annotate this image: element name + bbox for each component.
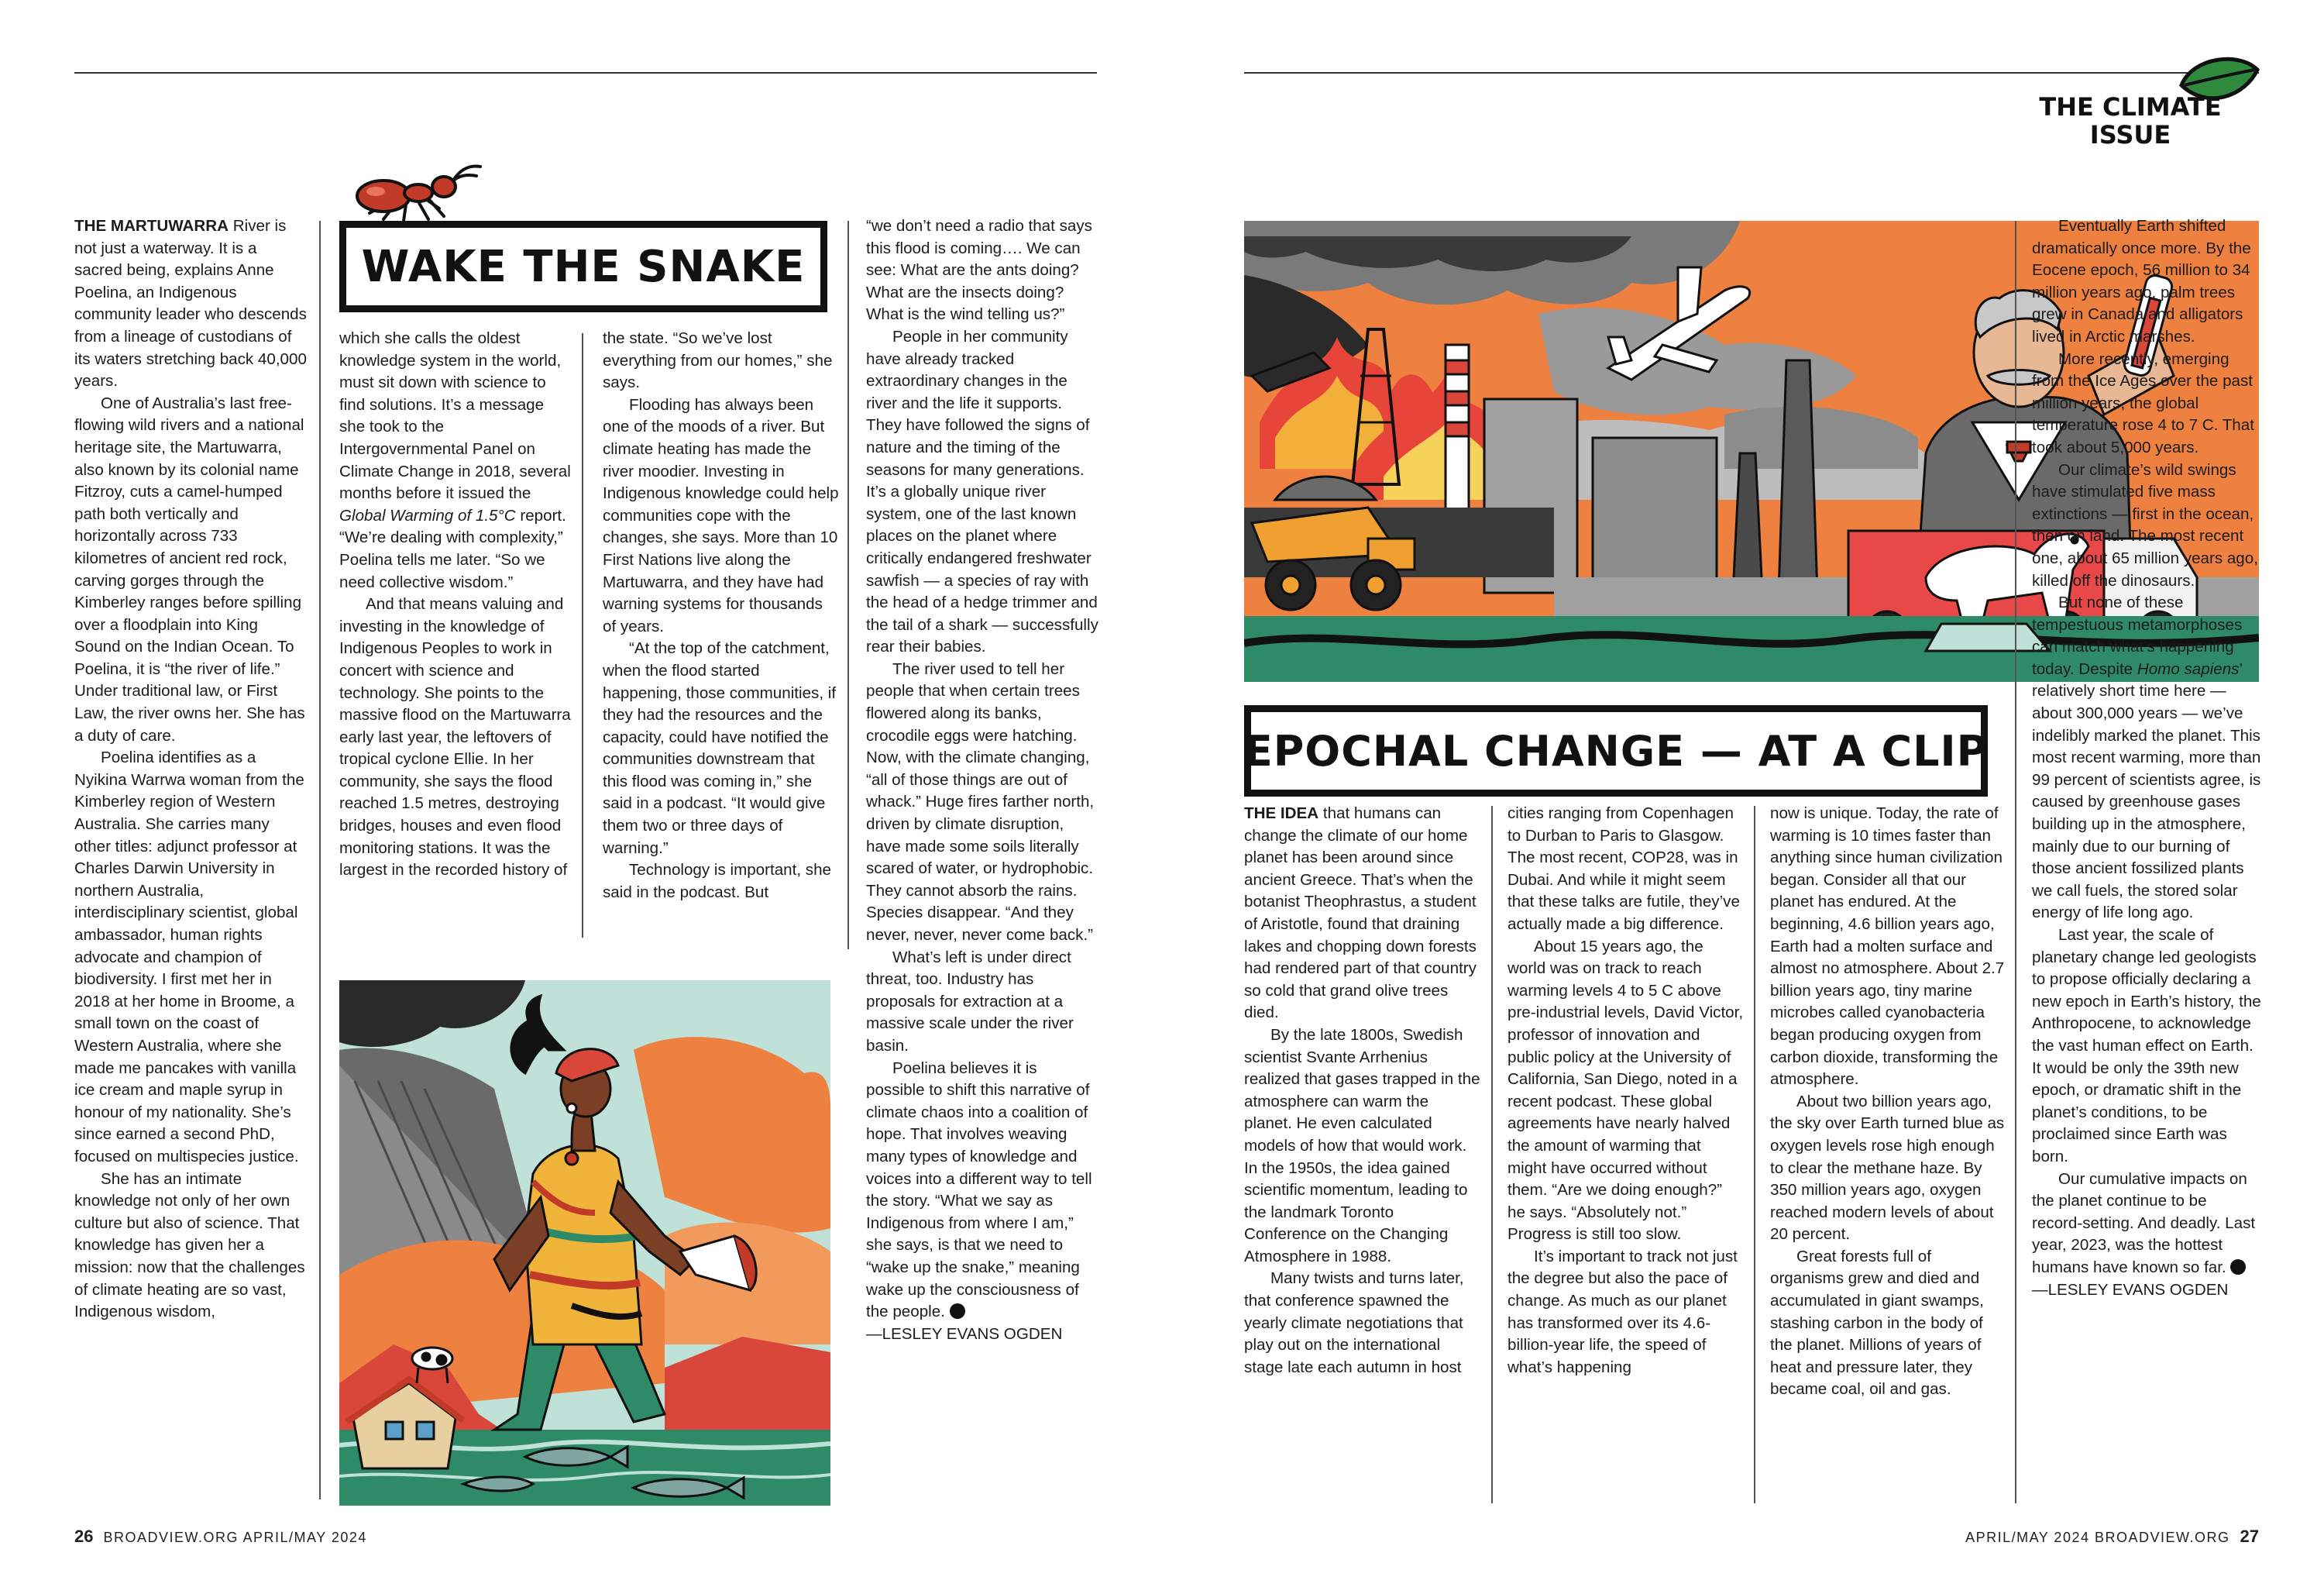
left-col-divider-1	[319, 221, 321, 1499]
right-col4-species: Homo sapiens	[2137, 659, 2240, 678]
left-col3-p1: the state. “So we’ve lost everything from our homes,” she says.	[603, 329, 833, 392]
right-col-divider-2	[1754, 806, 1755, 1503]
right-headline-box	[1244, 705, 1988, 797]
left-page-number: 26	[74, 1527, 94, 1546]
right-col4-p4a: But none of these tempestuous metamorphoses can match what’s happening today. Despite	[2032, 594, 2243, 678]
left-folio-text: BROADVIEW.ORG APRIL/MAY 2024	[103, 1530, 367, 1545]
left-col4-p3: The river used to tell her people that when certain trees flowered along its banks, crocodile eggs were hatching. Now, with the climate changing, “all of those things are out of whack.” Huge fires farther north, driven by climate disruption, have made some soils literally scared of water, or hydrophobic. They cannot absorb the rains. Species disappear. “And they never, never, never come back.”	[866, 659, 1095, 944]
left-column-1	[74, 215, 307, 1506]
left-col2-p1b: report. “We’re dealing with complexity,” Poelina tells me later. “So we need collective wisdom.”	[339, 506, 566, 591]
section-tag-line1: THE CLIMATE	[2039, 92, 2222, 122]
right-col4-p2: More recently, emerging from the Ice Ages over the past million years, the global temperature rose 4 to 7 C. That took about 5,000 years.	[2032, 349, 2254, 456]
left-col1-p3: Poelina identifies as a Nyikina Warrwa woman from the Kimberley region of Western Australia. She carries many other titles: adjunct professor at Charles Darwin University in northern Australia, interdisciplinary scientist, global ambassador, human rights advocate and champion of biodiversity. I first met her in 2018 at her home in Broome, a small town on the coast of Western Australia, where she made me pancakes with vanilla ice cream and maple syrup in honour of my nationality. She’s since earned a second PhD, focused on multispecies justice.	[74, 749, 304, 1165]
right-col-divider-3	[2015, 221, 2016, 1503]
right-col-divider-1	[1491, 806, 1493, 1503]
end-mark-icon	[950, 1303, 965, 1319]
right-col1-p2: By the late 1800s, Swedish scientist Svante Arrhenius realized that gases trapped in the atmosphere can warm the planet. He even calculated models of how that would work. In the 1950s, the idea gained scientific momentum, leading to the landmark Toronto Conference on the Changing Atmosphere in 1988.	[1244, 1025, 1480, 1265]
right-col4-p5: Last year, the scale of planetary change led geologists to propose officially declaring a new epoch in Earth’s history, the Anthropocene, to acknowledge the vast human effect on Earth. It would be only the 39th new epoch, or dramatic shift in the planet’s conditions, to be proclaimed since Earth was born.	[2032, 926, 2261, 1165]
section-tag	[2014, 93, 2247, 149]
left-col4-p2: People in her community have already tracked extraordinary changes in the river and the life it supports. They have followed the signs of nature and the timing of the seasons for many generations. It’s a globally unique river system, one of the last known places on the planet where critically endangered freshwater sawfish — a species of ray with the head of a hedge trimmer and the tail of a shark — successfully rear their babies.	[866, 327, 1098, 656]
left-column-2	[339, 328, 573, 963]
right-column-4	[2032, 215, 2261, 1508]
left-folio	[74, 1527, 367, 1547]
right-headline: EPOCHAL CHANGE — AT A CLIP	[1243, 726, 1989, 776]
right-folio-text: APRIL/MAY 2024 BROADVIEW.ORG	[1965, 1530, 2230, 1545]
left-headline: WAKE THE SNAKE	[361, 241, 806, 292]
left-col1-p4: She has an intimate knowledge not only of her own culture but also of science. That knowledge has given her a mission: now that the challenges of climate heating are so vast, Indigenous wisdom,	[74, 1169, 305, 1321]
right-col4-p4b: ’ relatively short time here — about 300,000 years — we’ve indelibly marked the planet. This most recent warming, more than 99 percent of scientists agree, is caused by greenhouse gases building up in the atmosphere, mainly due to our burning of those ancient fossilized plants we call fuels, the stored solar energy of life long ago.	[2032, 659, 2261, 922]
left-col3-p3: “At the top of the catchment, when the flood started happening, those communities, if they had the resources and the capacity, could have notified the communities downstream that this flood was coming in,” she said in a podcast. “It would give them two or three days of warning.”	[603, 639, 837, 857]
right-col2-p1: cities ranging from Copenhagen to Durban to Paris to Glasgow. The most recent, COP28, was in Dubai. And while it might seem that these talks are futile, they’ve actually made a big difference.	[1508, 804, 1740, 933]
right-col3-p3: Great forests full of organisms grew and died and accumulated in giant swamps, stashing carbon in the body of the planet. Millions of years of heat and pressure later, they became coal, oil and gas.	[1770, 1247, 1984, 1399]
left-col4-p1: “we don’t need a radio that says this flood is coming…. We can see: What are the ants doing? What are the insects doing? What is the wind telling us?”	[866, 217, 1092, 324]
left-column-4	[866, 215, 1098, 1506]
right-column-2	[1508, 803, 1744, 1508]
left-col4-p5: Poelina believes it is possible to shift this narrative of climate chaos into a coalition of hope. That involves weaving many types of knowledge and voices into a different way to tell the story. “What we say as Indigenous from where I am,” she says, is that we need to “wake up the snake,” meaning wake up the consciousness of the people.	[866, 1059, 1092, 1321]
left-col-divider-3	[847, 221, 849, 949]
right-col2-p2: About 15 years ago, the world was on track to reach warming levels 4 to 5 C above pre-industrial levels, David Victor, professor of innovation and public policy at the University of California, San Diego, noted in a recent podcast. These global agreements have nearly halved the amount of warming that might have occurred without them. “Are we doing enough?” he says. “Absolutely not.” Progress is still too slow.	[1508, 937, 1744, 1244]
right-byline: —LESLEY EVANS OGDEN	[2032, 1280, 2229, 1299]
left-col2-report-title: Global Warming of 1.5°C	[339, 506, 516, 525]
left-col1-p1: River is not just a waterway. It is a sacred being, explains Anne Poelina, an Indigenous community leader who descends from a lineage of custodians of its waters stretching back 40,000 years.	[74, 217, 307, 391]
left-col2-p2: And that means valuing and investing in the knowledge of Indigenous Peoples to work in concert with science and technology. She points to the massive flood on the Martuwarra early last year, the leftovers of tropical cyclone Ellie. In her community, she says the flood reached 1.5 metres, destroying bridges, houses and even flood monitoring stations. It was the largest in the recorded history of	[339, 595, 571, 880]
right-col4-p3: Our climate’s wild swings have stimulated five mass extinctions — first in the ocean, then on land. The most recent one, about 65 million years ago, killed off the dinosaurs.	[2032, 460, 2258, 590]
left-top-rule	[74, 72, 1097, 74]
left-col3-p2: Flooding has always been one of the moods of a river. But climate heating has made the river moodier. Investing in Indigenous knowledge could help communities cope with the changes, she says. More than 10 First Nations live along the Martuwarra, and they have had warning systems for thousands of years.	[603, 395, 839, 635]
right-column-1	[1244, 803, 1480, 1508]
left-column-3	[603, 328, 839, 963]
left-col-divider-2	[582, 333, 583, 938]
right-col1-p3: Many twists and turns later, that conference spawned the yearly climate negotiations that play out on the international stage late each autumn in host	[1244, 1269, 1464, 1376]
section-tag-line2: ISSUE	[2089, 120, 2171, 150]
left-col2-p1a: which she calls the oldest knowledge system in the world, must sit down with science to find solutions. It’s a message she took to the Intergovernmental Panel on Climate Change in 2018, several months before it issued the	[339, 329, 571, 503]
left-headline-box	[339, 221, 827, 312]
right-col4-p1: Eventually Earth shifted dramatically once more. By the Eocene epoch, 56 million to 34 million years ago, palm trees grew in Canada and alligators lived in Arctic marshes.	[2032, 217, 2251, 346]
right-col4-p6: Our cumulative impacts on the planet continue to be record-setting. And deadly. Last year, 2023, was the hottest humans have known so far.	[2032, 1169, 2256, 1276]
left-col1-p2: One of Australia’s last free-flowing wild rivers and a national heritage site, the Martuwarra, also known by its colonial name Fitzroy, cuts a camel-humped path both vertically and horizontally across 733 kilometres of ancient red rock, carving gorges through the Kimberley ranges before spilling over a floodplain into King Sound on the Indian Ocean. To Poelina, it is “the river of life.” Under traditional law, or First Law, the river owns her. She has a duty of care.	[74, 394, 305, 745]
right-top-rule	[1244, 72, 2259, 74]
end-mark-icon	[2230, 1259, 2246, 1275]
right-folio	[1965, 1527, 2259, 1547]
woman-megaphone-illustration	[339, 980, 830, 1506]
right-lead-in: THE IDEA	[1244, 804, 1319, 822]
right-column-3	[1770, 803, 2006, 1508]
right-col2-p3: It’s important to track not just the degree but also the pace of change. As much as our planet has transformed over its 4.6-billion-year life, the speed of what’s happening	[1508, 1247, 1738, 1376]
left-byline: —LESLEY EVANS OGDEN	[866, 1324, 1063, 1343]
right-col1-p1: that humans can change the climate of our home planet has been around since ancient Greece. That’s when the botanist Theophrastus, a student of Aristotle, found that draining lakes and chopping down forests had rendered part of that country so cold that grand olive trees died.	[1244, 804, 1477, 1022]
ant-icon	[352, 159, 484, 225]
right-page-number: 27	[2240, 1527, 2259, 1546]
right-col3-p1: now is unique. Today, the rate of warming is 10 times faster than anything since human civilization began. Consider all that our planet has endured. At the beginning, 4.6 billion years ago, Earth had a molten surface and almost no atmosphere. About 2.7 billion years ago, tiny marine microbes called cyanobacteria began producing oxygen from carbon dioxide, transforming the atmosphere.	[1770, 804, 2005, 1089]
left-lead-in: THE MARTUWARRA	[74, 217, 229, 235]
right-col3-p2: About two billion years ago, the sky over Earth turned blue as oxygen levels rose high enough to clear the methane haze. By 350 million years ago, oxygen reached modern levels of about 20 percent.	[1770, 1092, 2005, 1244]
left-col3-p4: Technology is important, she said in the podcast. But	[603, 861, 831, 901]
left-col4-p4: What’s left is under direct threat, too. Industry has proposals for extraction at a massive scale under the river basin.	[866, 948, 1074, 1055]
